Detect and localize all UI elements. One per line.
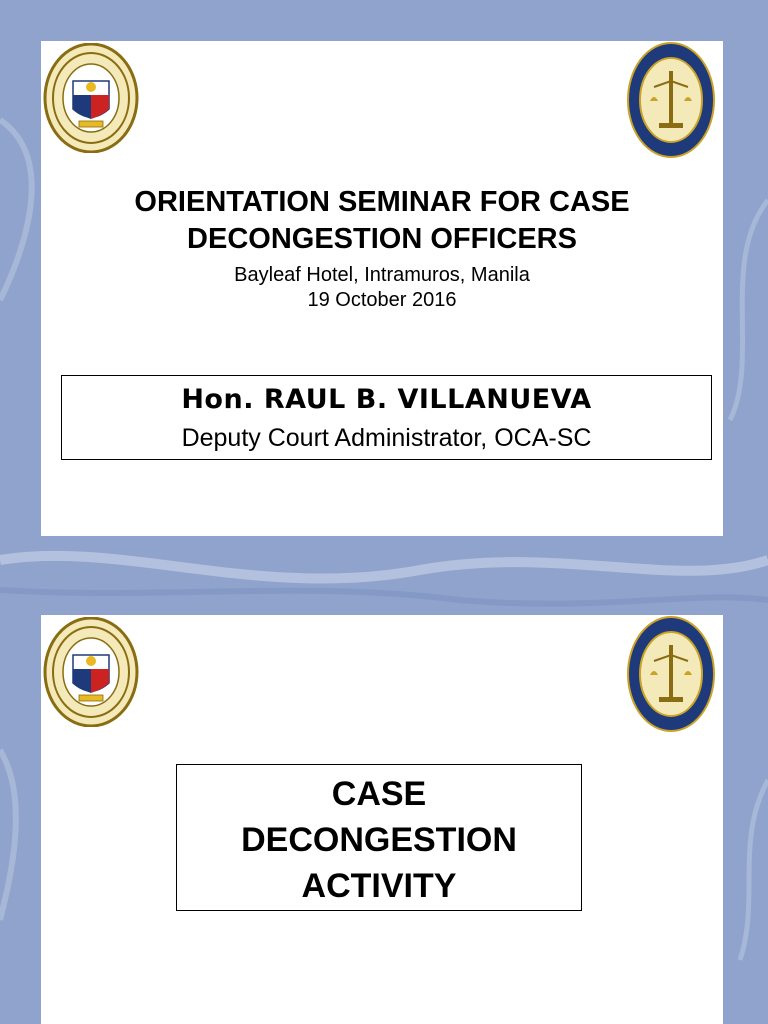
activity-box xyxy=(176,764,582,911)
venue-text: Bayleaf Hotel, Intramuros, Manila xyxy=(234,264,530,286)
supreme-court-seal-icon xyxy=(43,43,139,153)
date-text: 19 October 2016 xyxy=(307,289,457,311)
speaker-box xyxy=(61,375,712,460)
oca-seal-icon xyxy=(626,615,716,733)
oca-seal-icon xyxy=(626,41,716,159)
speaker-name: Hon. RAUL B. VILLANUEVA xyxy=(181,384,592,415)
slide-2 xyxy=(41,615,723,1024)
slide-1 xyxy=(41,41,723,536)
seminar-title-line-1: ORIENTATION SEMINAR FOR CASE xyxy=(134,186,630,218)
activity-line-1: CASE xyxy=(331,775,427,813)
supreme-court-seal-icon xyxy=(43,617,139,727)
seminar-title-line-2: DECONGESTION OFFICERS xyxy=(187,223,577,255)
speaker-role: Deputy Court Administrator, OCA-SC xyxy=(181,424,592,452)
activity-line-3: ACTIVITY xyxy=(301,867,457,905)
activity-line-2: DECONGESTION xyxy=(241,821,517,859)
